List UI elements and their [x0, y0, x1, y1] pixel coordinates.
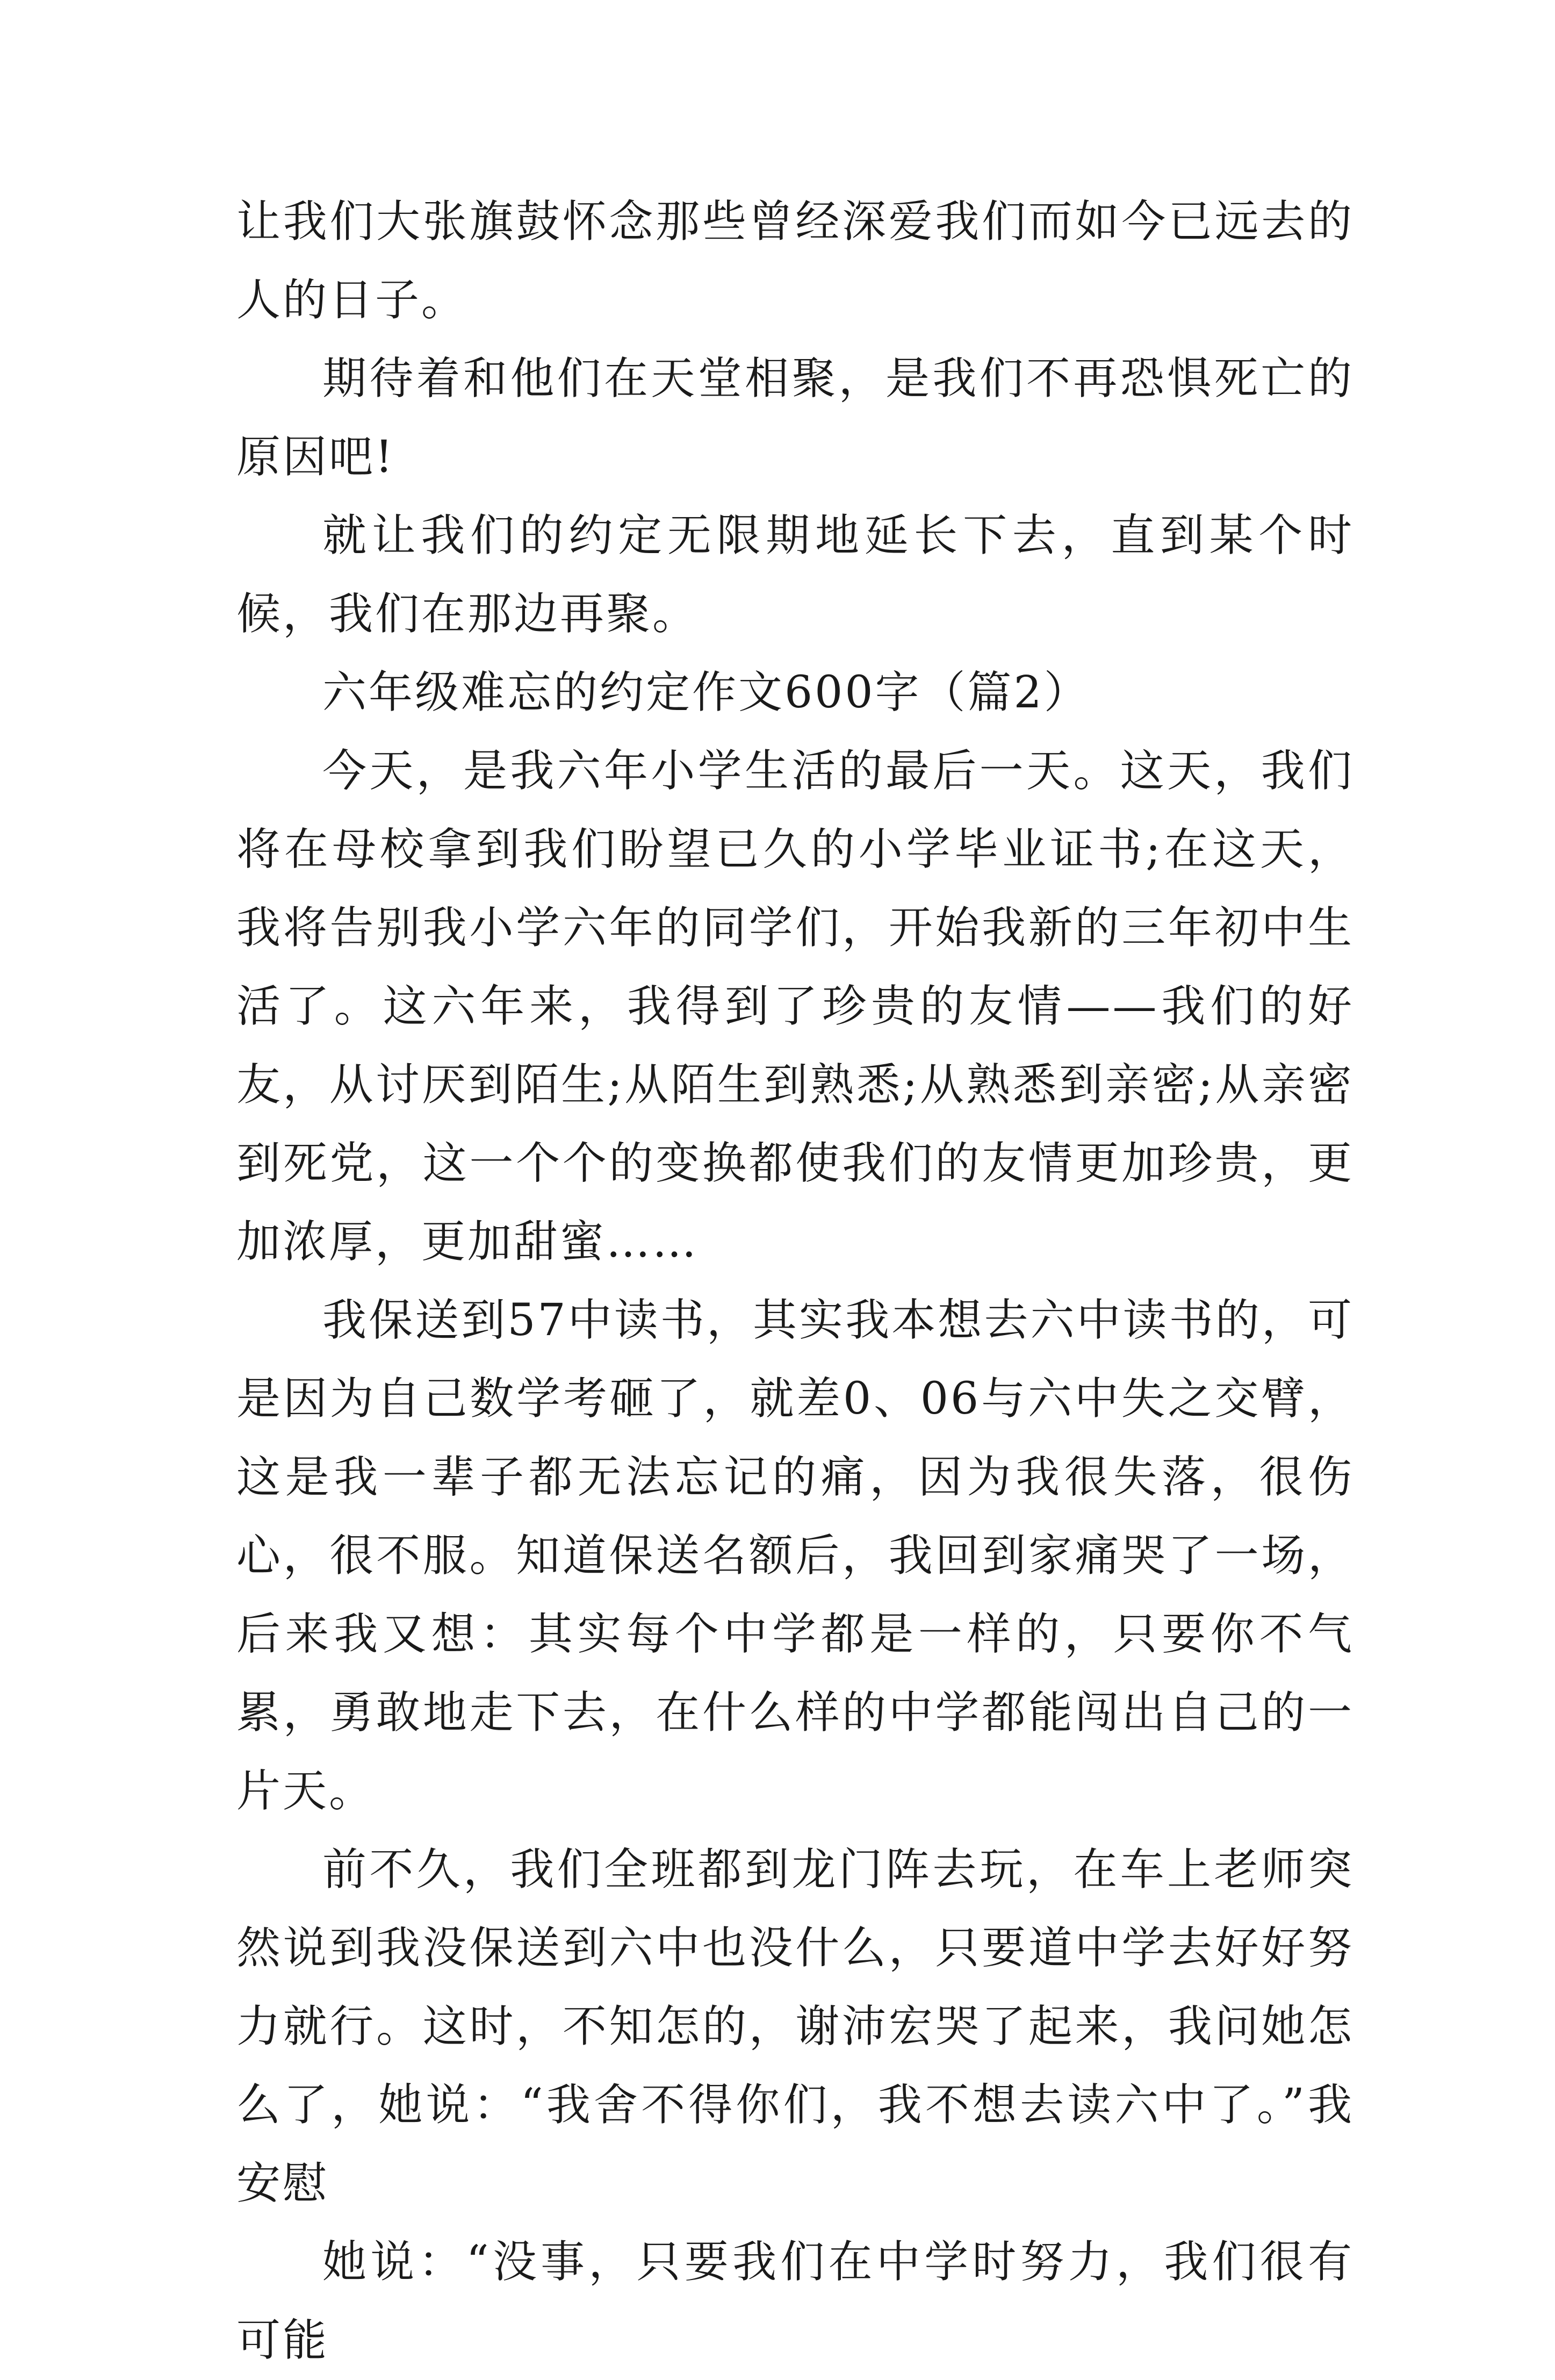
paragraph-6: 前不久，我们全班都到龙门阵去玩，在车上老师突然说到我没保送到六中也没什么，只要道中学去好好努力就行。这时，不知怎的，谢沛宏哭了起来，我问她怎么了，她说：“我舍不得你们，我不想去读六中了。”我安慰 — [236, 1844, 1354, 2209]
paragraph-5: 我保送到57中读书，其实我本想去六中读书的，可是因为自己数学考砸了，就差0、06与六中失之交臂，这是我一辈子都无法忘记的痛，因为我很失落，很伤心，很不服。知道保送名额后，我回到家痛哭了一场，后来我又想：其实每个中学都是一样的，只要你不气累，勇敢地走下去，在什么样的中学都能闯出自己的一片天。 — [236, 1295, 1354, 1817]
paragraph-1: 让我们大张旗鼓怀念那些曾经深爱我们而如今已远去的人的日子。 — [236, 196, 1354, 326]
paragraph-3: 就让我们的约定无限期地延长下去，直到某个时候，我们在那边再聚。 — [236, 510, 1354, 640]
paragraph-4: 今天，是我六年小学生活的最后一天。这天，我们将在母校拿到我们盼望已久的小学毕业证书;在这天，我将告别我小学六年的同学们，开始我新的三年初中生活了。这六年来，我得到了珍贵的友情——我们的好友，从讨厌到陌生;从陌生到熟悉;从熟悉到亲密;从亲密到死党，这一个个的变换都使我们的友情更加珍贵，更加浓厚，更加甜蜜…… — [236, 745, 1354, 1267]
section-heading: 六年级难忘的约定作文600字（篇2） — [322, 667, 1090, 718]
document-body — [236, 183, 1354, 2380]
paragraph-7: 她说：“没事，只要我们在中学时努力，我们很有可能 — [236, 2236, 1354, 2366]
paragraph-2: 期待着和他们在天堂相聚，是我们不再恐惧死亡的原因吧! — [236, 353, 1354, 483]
